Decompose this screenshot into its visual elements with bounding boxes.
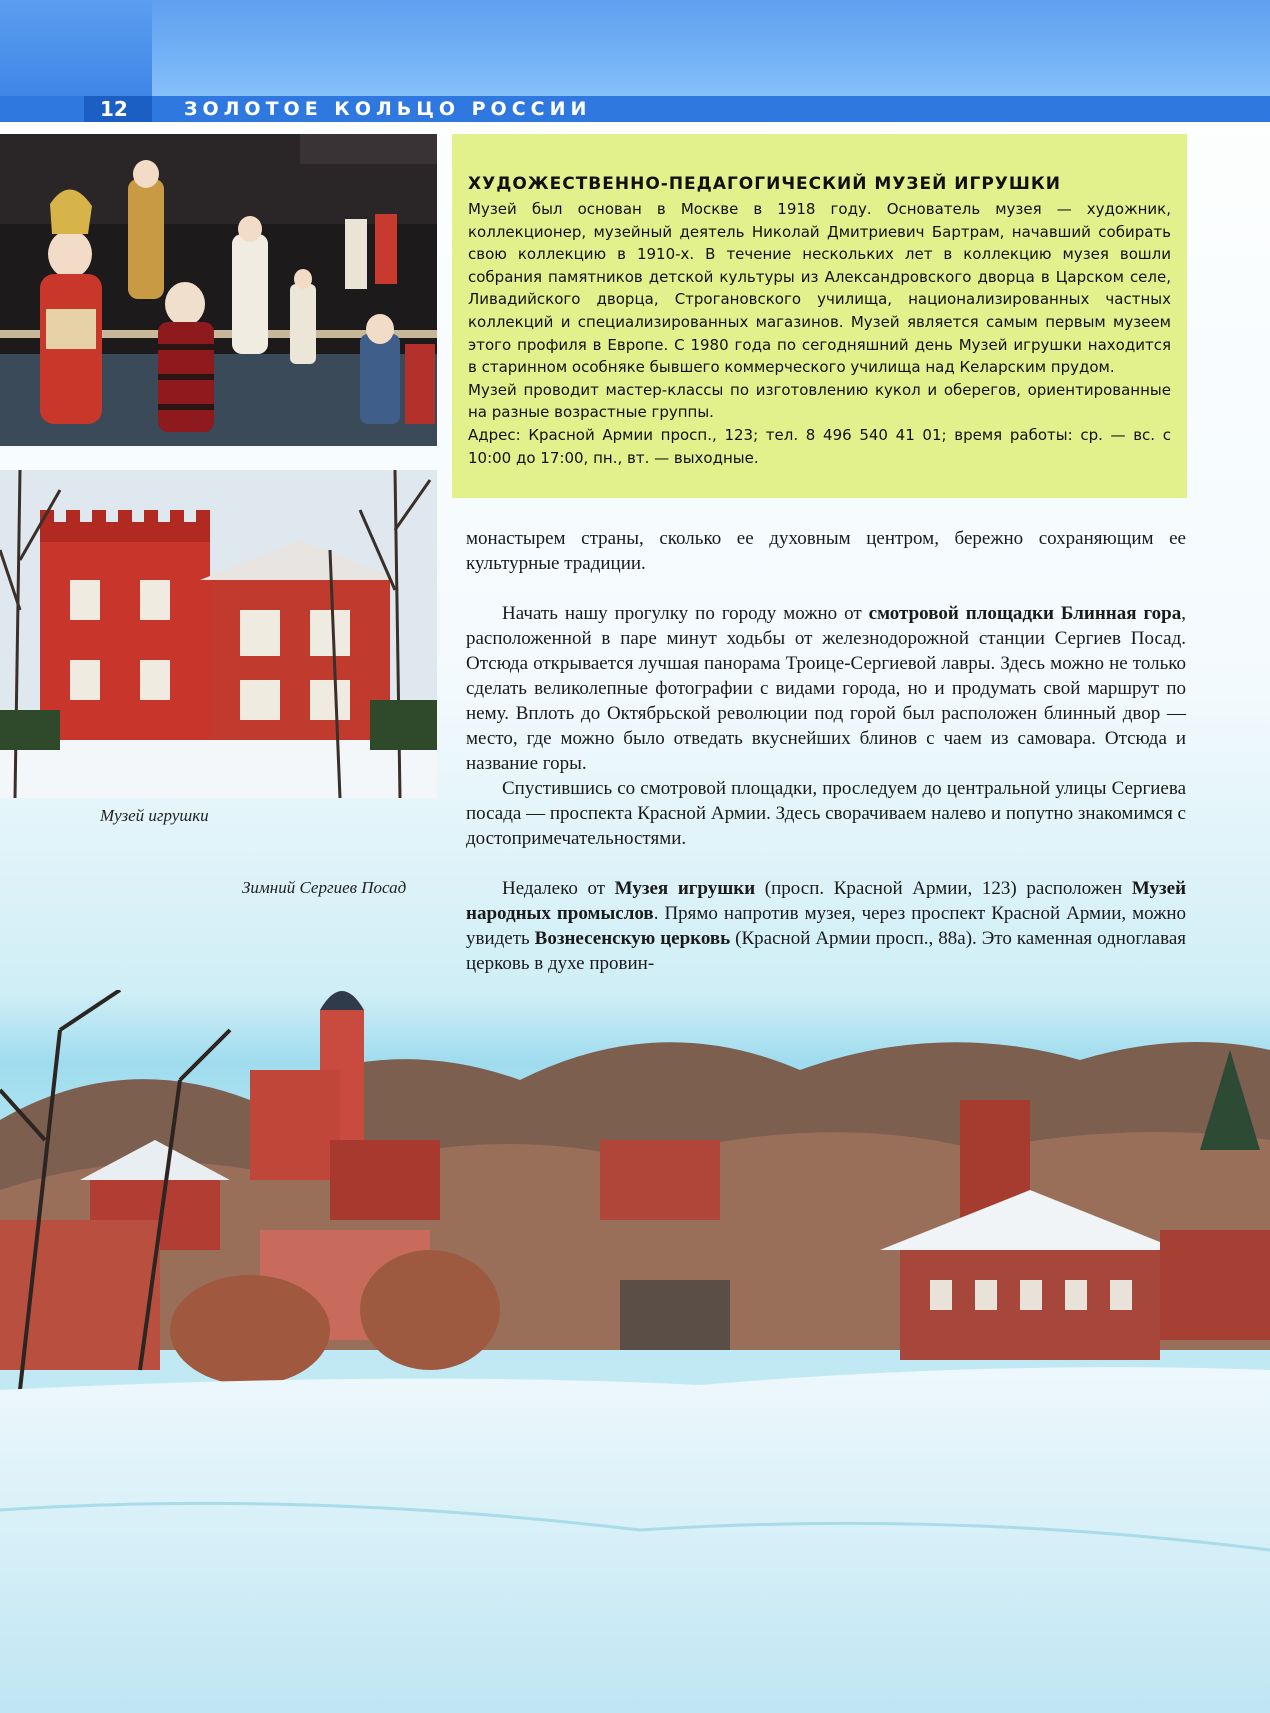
caption-toy-museum: Музей игрушки	[100, 806, 209, 825]
highlight-viewpoint: смотровой площадки Блинная гора	[868, 603, 1182, 624]
info-box-title: ХУДОЖЕСТВЕННО-ПЕДАГОГИЧЕСКИЙ МУЗЕЙ ИГРУШКИ	[468, 174, 1062, 194]
article-paragraph: монастырем страны, сколько ее духовным центром, бережно сохраняющим ее культурные традиции.	[466, 528, 1186, 574]
info-box-address: Адрес: Красной Армии просп., 123; тел. 8 496 540 41 01; время работы: ср. — вс. с 10:00 до 17:00, пн., вт. — выходные.	[468, 425, 1171, 467]
info-box-paragraph: Музей был основан в Москве в 1918 году. Основатель музея — художник, коллекционер, музейный деятель Николай Дмитриевич Бартрам, начавший собирать свою коллекцию в 1910-х. В течение нескольких лет в коллекцию музея вошли собрания памятников детской культуры из Александровского дворца в Царском селе, Ливадийского дворца, Строгановского училища, национализированных частных коллекций и специализированных магазинов. Музей является самым первым музеем этого профиля в Европе. С 1980 года по сегодняшний день Музей игрушки находится в старинном особняке бывшего коммерческого училища над Келарским прудом.	[468, 200, 1171, 377]
highlight-crafts-museum: Музей народных промыслов	[466, 878, 1187, 924]
header-corner-block	[0, 0, 152, 96]
highlight-toy-museum: Музея игрушки	[614, 878, 756, 899]
article-paragraph: Спустившись со смотровой площадки, проследуем до центральной улицы Сергиева посада — проспекта Красной Армии. Здесь сворачиваем налево и попутно знакомимся с достопримечательностями.	[466, 778, 1186, 849]
caption-winter-posad: Зимний Сергиев Посад	[242, 878, 407, 897]
toy-museum-dolls-photo	[0, 134, 437, 446]
toy-museum-building-photo	[0, 470, 437, 798]
highlight-church: Вознесенскую церковь	[534, 928, 731, 949]
section-title: ЗОЛОТОЕ КОЛЬЦО РОССИИ	[184, 98, 592, 120]
winter-town-landscape-photo	[0, 990, 1270, 1713]
museum-info-box	[452, 134, 1187, 498]
info-box-paragraph: Музей проводит мастер-классы по изготовлению кукол и оберегов, ориентированные на разные возрастные группы.	[468, 380, 1171, 422]
article-paragraph: Начать нашу прогулку по городу можно от смотровой площадки Блинная гора, расположенной в паре минут ходьбы от железнодорожной станции Сергиев Посад. Отсюда открывается лучшая панорама Троице-Сергиевой лавры. Здесь можно не только сделать великолепные фотографии с видами города, но и продумать свой маршрут по нему. Вплоть до Октябрьской революции под горой был расположен блинный двор — место, где можно было отведать вкуснейших блинов с чаем из самовара. Отсюда и название горы.	[466, 603, 1186, 774]
main-article-text	[466, 526, 1186, 976]
page-number: 12	[84, 96, 152, 122]
article-paragraph: Недалеко от Музея игрушки (просп. Красной Армии, 123) расположен Музей народных промыслов. Прямо напротив музея, через проспект Красной Армии, можно увидеть Вознесенскую церковь (Красной Армии просп., 88а). Это каменная одноглавая церковь в духе провин-	[466, 878, 1187, 974]
header-sky-band	[152, 0, 1270, 96]
